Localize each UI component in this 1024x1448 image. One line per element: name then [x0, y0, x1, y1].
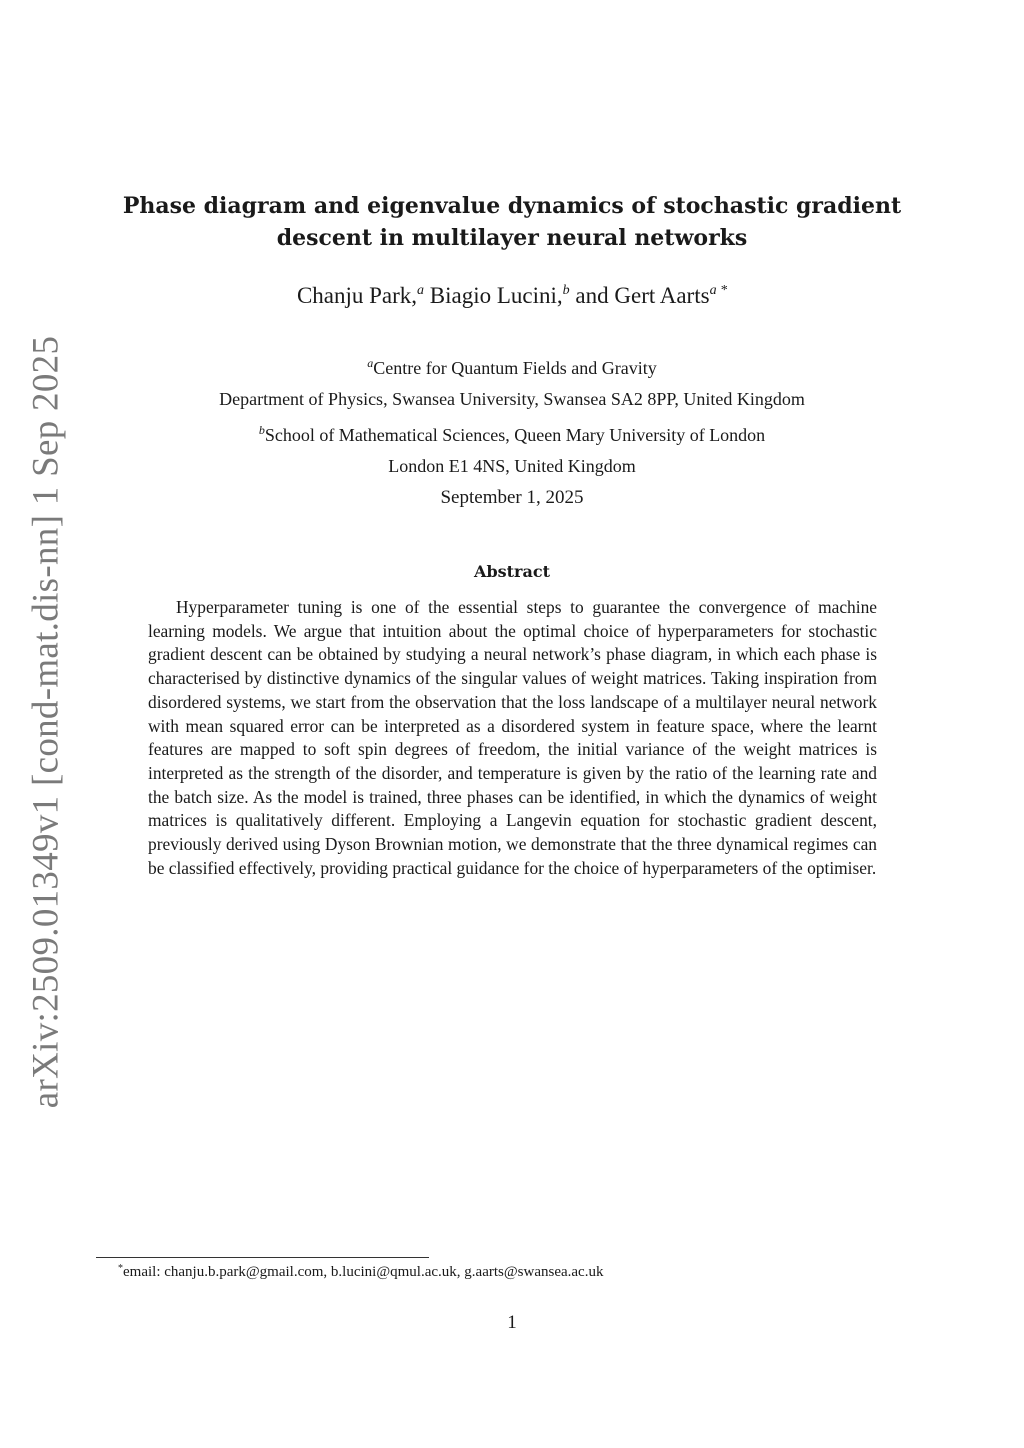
abstract-heading: Abstract [474, 562, 550, 581]
footnote-mark: * [118, 1263, 123, 1274]
publication-date: September 1, 2025 [440, 487, 584, 508]
affiliation-line [112, 451, 912, 482]
author-affiliation-mark: a [417, 283, 425, 298]
affiliation-line [112, 348, 912, 384]
abstract-text: Hyperparameter tuning is one of the essential steps to guarantee the convergence of machine learning models. We argue that intuition about the optimal choice of hyperparameters for stochastic gradient descent can be obtained by studying a neural network’s phase diagram, in which each phase is characterised by distinctive dynamics of the singular values of weight matrices. Taking inspiration from disordered systems, we start from the observation that the loss landscape of a multilayer neural network with mean squared error can be interpreted as a disordered system in feature space, where the learnt features are mapped to soft spin degrees of freedom, the initial variance of the weight matrices is interpreted as the strength of the disorder, and temperature is given by the ratio of the learning rate and the batch size. As the model is trained, three phases can be identified, in which the dynamics of weight matrices is qualitatively different. Employing a Langevin equation for stochastic gradient descent, previously derived using Dyson Brownian motion, we demonstrate that the three dynamical regimes can be classified effectively, providing practical guidance for the choice of hyperparameters of the optimiser. [148, 597, 877, 878]
affiliation-text: School of Mathematical Sciences, Queen Mary University of London [264, 425, 766, 445]
author-name: Biagio Lucini, [429, 283, 563, 308]
affiliation-text: London E1 4NS, United Kingdom [388, 456, 636, 476]
affiliation-mark: b [258, 423, 265, 437]
author-affiliation-mark: a * [709, 283, 728, 298]
affiliation-line [112, 384, 912, 415]
paper-title: Phase diagram and eigenvalue dynamics of stochastic gradient descent in multilayer neural networks [122, 193, 902, 251]
footnote-text: email: chanju.b.park@gmail.com, b.lucini@qmul.ac.uk, g.aarts@swansea.ac.uk [123, 1264, 604, 1280]
author-name: Chanju Park, [296, 283, 418, 308]
arxiv-identifier-stamp: arXiv:2509.01349v1 [cond-mat.dis-nn] 1 Sep 2025 [25, 335, 67, 1109]
affiliation-block [112, 348, 912, 482]
affiliation-text: Department of Physics, Swansea University, Swansea SA2 8PP, United Kingdom [219, 389, 805, 409]
affiliation-line [112, 415, 912, 451]
affiliation-text: Centre for Quantum Fields and Gravity [373, 358, 657, 378]
author-list [112, 283, 912, 309]
footnote-email [118, 1263, 603, 1281]
footnote-divider [96, 1257, 429, 1258]
author-affiliation-mark: b [562, 283, 570, 298]
affiliation-mark: a [367, 356, 374, 370]
page-number: 1 [507, 1312, 517, 1333]
author-name: and Gert Aarts [575, 283, 710, 308]
